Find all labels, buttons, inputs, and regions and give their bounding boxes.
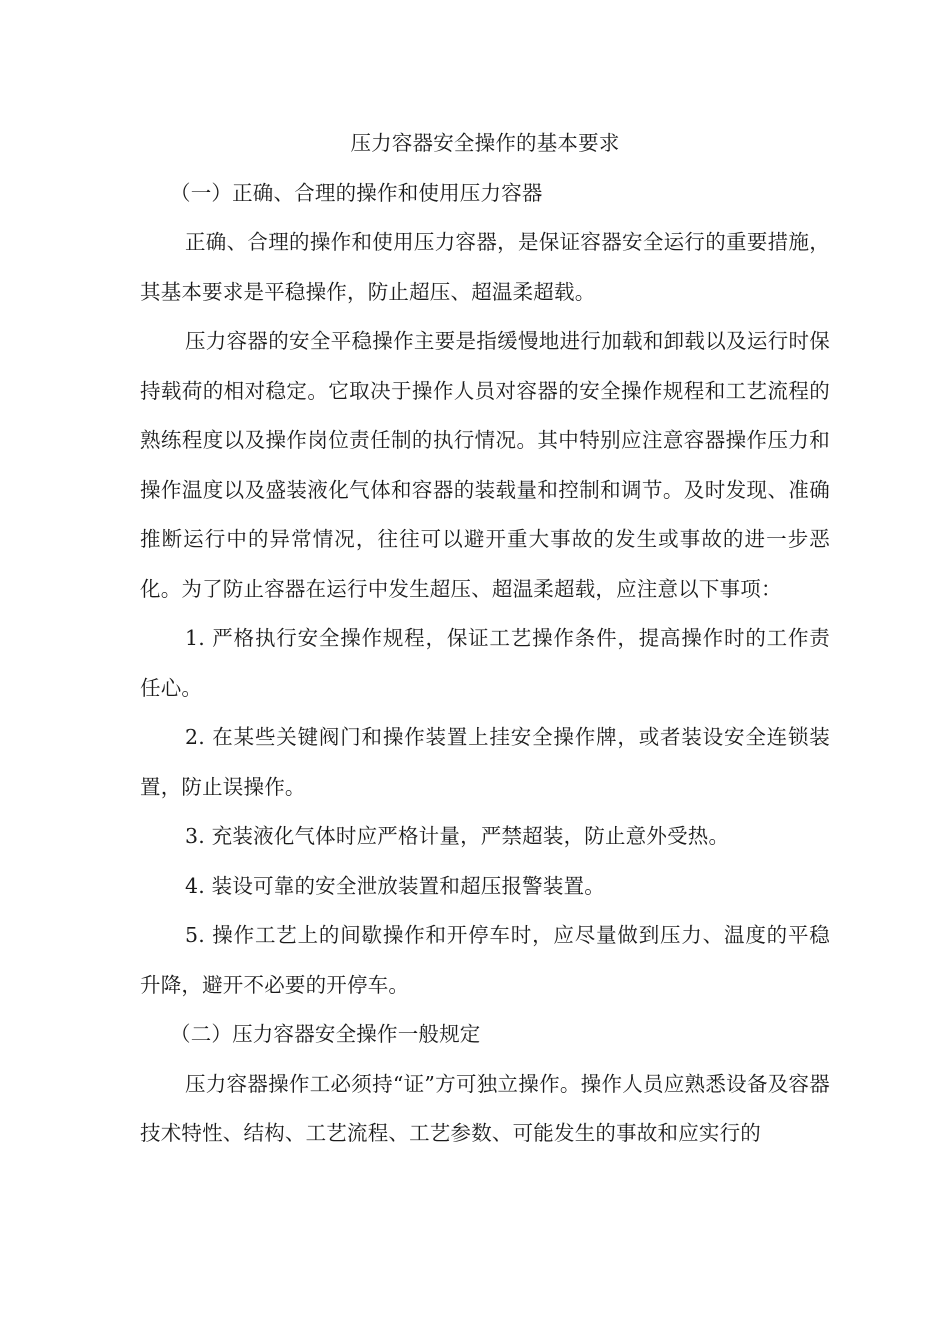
- list-item-1: 1. 严格执行安全操作规程，保证工艺操作条件，提高操作时的工作责任心。: [140, 626, 830, 700]
- list-item-2: 2. 在某些关键阀门和操作装置上挂安全操作牌，或者装设安全连锁装置，防止误操作。: [140, 725, 830, 799]
- document-title: 压力容器安全操作的基本要求: [350, 131, 620, 155]
- list-item-4: 4. 装设可靠的安全泄放装置和超压报警装置。: [185, 873, 605, 898]
- paragraph-1: 正确、合理的操作和使用压力容器，是保证容器安全运行的重要措施，其基本要求是平稳操作，防止超压、超温柔超载。: [140, 230, 830, 304]
- section-heading-2: （二）压力容器安全操作一般规定: [170, 1022, 481, 1046]
- document-body: [140, 119, 830, 1159]
- list-item-5: 5. 操作工艺上的间歇操作和开停车时，应尽量做到压力、温度的平稳升降，避开不必要的开停车。: [140, 923, 830, 997]
- list-item-3: 3. 充装液化气体时应严格计量，严禁超装，防止意外受热。: [185, 824, 730, 848]
- paragraph-2: 压力容器的安全平稳操作主要是指缓慢地进行加载和卸载以及运行时保持载荷的相对稳定。它取决于操作人员对容器的安全操作规程和工艺流程的熟练程度以及操作岗位责任制的执行情况。其中特别应注意容器操作压力和操作温度以及盛装液化气体和容器的装载量和控制和调节。及时发现、准确推断运行中的异常情况，往往可以避开重大事故的发生或事故的进一步恶化。为了防止容器在运行中发生超压、超温柔超载，应注意以下事项：: [140, 329, 830, 601]
- section-heading-1: （一）正确、合理的操作和使用压力容器: [170, 180, 543, 205]
- paragraph-3: 压力容器操作工必须持“证”方可独立操作。操作人员应熟悉设备及容器技术特性、结构、工艺流程、工艺参数、可能发生的事故和应实行的: [140, 1071, 830, 1145]
